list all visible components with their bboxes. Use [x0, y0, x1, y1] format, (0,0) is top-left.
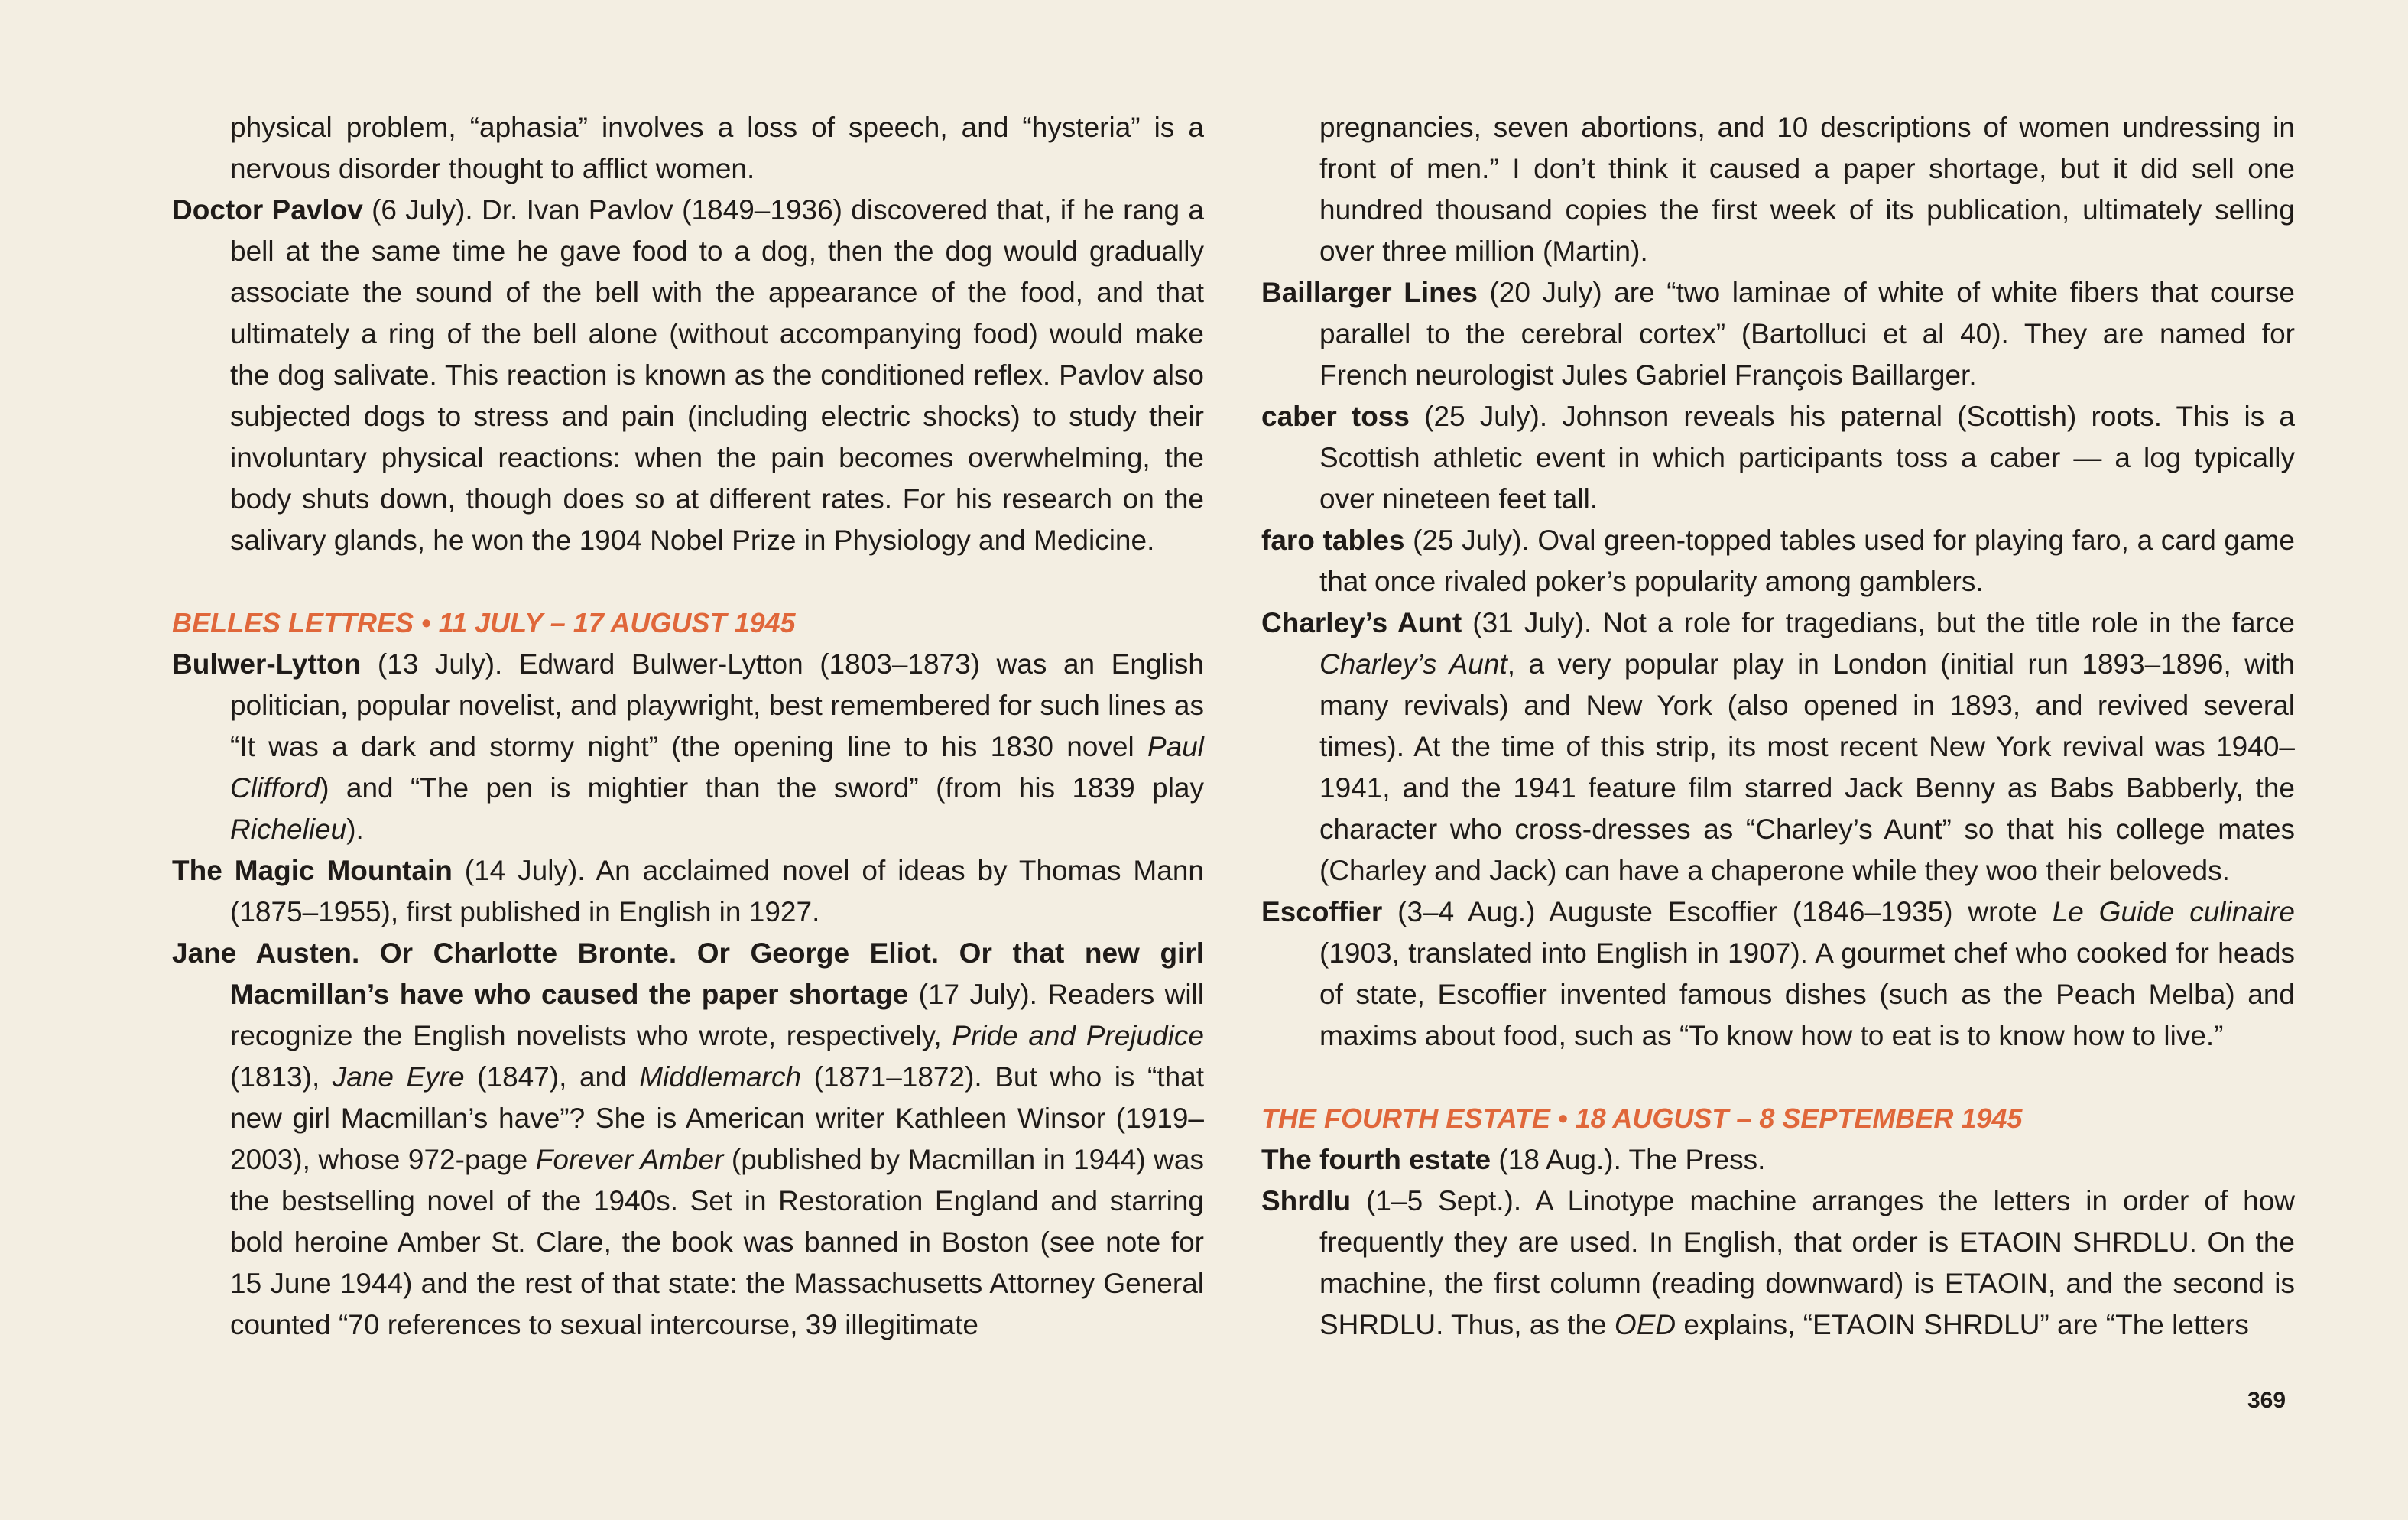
entry-term: Bulwer-Lytton	[172, 648, 362, 680]
right-column	[1261, 107, 2295, 1346]
section-heading-belles-lettres: BELLES LETTRES • 11 JULY – 17 AUGUST 1945	[172, 607, 796, 638]
entry-term: Charley’s Aunt	[1261, 607, 1462, 638]
entry-term: Shrdlu	[1261, 1185, 1352, 1216]
entry-term: Doctor Pavlov	[172, 194, 363, 226]
entry-jane-austen: Jane Austen. Or Charlotte Bronte. Or George Eliot. Or that new girl Macmillan’s have who caused the paper shortage (17 July). Readers will recognize the English novelists who wrote, respectively, Pride and Prejudice (1813), Jane Eyre (1847), and Middlemarch (1871–1872). But who is “that new girl Macmillan’s have”? She is American writer Kathleen Winsor (1919–2003), whose 972-page Forever Amber (published by Macmillan in 1944) was the bestselling novel of the 1940s. Set in Restoration England and starring bold heroine Amber St. Clare, the book was banned in Boston (see note for 15 June 1944) and the rest of that state: the Massachusetts Attorney General counted “70 references to sexual intercourse, 39 illegitimate	[172, 937, 1205, 1340]
page-number: 369	[2247, 1388, 2286, 1413]
entry-caber-toss: caber toss (25 July). Johnson reveals his paternal (Scottish) roots. This is a Scottish athletic event in which participants toss a caber — a log typically over nineteen feet tall.	[1261, 401, 2295, 515]
entry-term: The Magic Mountain	[172, 855, 453, 886]
entry-term: Jane Austen. Or Charlotte Bronte. Or George Eliot. Or that new girl Macmillan’s have who caused the paper shortage	[172, 937, 1204, 1010]
left-column	[172, 107, 1204, 1346]
entry-continuation-aphasia: physical problem, “aphasia” involves a loss of speech, and “hysteria” is a nervous disorder thought to afflict women.	[230, 112, 1204, 184]
entry-term: faro tables	[1261, 525, 1405, 556]
entry-term: caber toss	[1261, 401, 1410, 432]
entry-term: The fourth estate	[1261, 1144, 1491, 1175]
entry-bulwer-lytton: Bulwer-Lytton (13 July). Edward Bulwer-Lytton (1803–1873) was an English politician, popular novelist, and playwright, best remembered for such lines as “It was a dark and stormy night” (the opening line to his 1830 novel Paul Clifford) and “The pen is mightier than the sword” (from his 1839 play Richelieu).	[172, 648, 1204, 845]
entry-doctor-pavlov	[172, 190, 1204, 561]
entry-escoffier: Escoffier (3–4 Aug.) Auguste Escoffier (1846–1935) wrote Le Guide culinaire (1903, translated into English in 1907). A gourmet chef who cooked for heads of state, Escoffier invented famous dishes (such as the Peach Melba) and maxims about food, such as “To know how to eat is to know how to live.”	[1261, 896, 2296, 1051]
entry-magic-mountain: The Magic Mountain (14 July). An acclaimed novel of ideas by Thomas Mann (1875–1955), first published in English in 1927.	[172, 855, 1204, 927]
section-heading-fourth-estate: THE FOURTH ESTATE • 18 AUGUST – 8 SEPTEMBER 1945	[1261, 1103, 2023, 1134]
entry-continuation-pregnancies: pregnancies, seven abortions, and 10 descriptions of women undressing in front of men.” I don’t think it caused a paper shortage, but it did sell one hundred thousand copies the first week of its publication, ultimately selling over three million (Martin).	[1319, 112, 2295, 267]
entry-text: (6 July). Dr. Ivan Pavlov (1849–1936) discovered that, if he rang a bell at the same time he gave food to a dog, then the dog would gradually associate the sound of the bell with the appearance of the food, and that ultimately a ring of the bell alone (without accompanying food) would make the dog salivate. This reaction is known as the conditioned reflex. Pavlov also subjected dogs to stress and pain (including electric shocks) to study their involuntary physical reactions: when the pain becomes overwhelming, the body shuts down, though does so at different rates. For his research on the salivary glands, he won the 1904 Nobel Prize in Physiology and Medicine.	[230, 194, 1204, 556]
entry-charleys-aunt: Charley’s Aunt (31 July). Not a role for tragedians, but the title role in the farce Charley’s Aunt, a very popular play in London (initial run 1893–1896, with many revivals) and New York (also opened in 1893, and revived several times). At the time of this strip, its most recent New York revival was 1940–1941, and the 1941 feature film starred Jack Benny as Babs Babberly, the character who cross-dresses as “Charley’s Aunt” so that his college mates (Charley and Jack) can have a chaperone while they woo their beloveds.	[1261, 607, 2295, 886]
entry-shrdlu: Shrdlu (1–5 Sept.). A Linotype machine arranges the letters in order of how frequently they are used. In English, that order is ETAOIN SHRDLU. On the machine, the first column (reading downward) is ETAOIN, and the second is SHRDLU. Thus, as the OED explains, “ETAOIN SHRDLU” are “The letters	[1261, 1185, 2295, 1340]
entry-term: Escoffier	[1261, 896, 1383, 927]
entry-baillarger-lines: Baillarger Lines (20 July) are “two laminae of white of white fibers that course parallel to the cerebral cortex” (Bartolluci et al 40). They are named for French neurologist Jules Gabriel François Baillarger.	[1261, 277, 2295, 391]
entry-term: Baillarger Lines	[1261, 277, 1478, 308]
entry-fourth-estate: The fourth estate (18 Aug.). The Press.	[1261, 1144, 1766, 1175]
entry-faro-tables: faro tables (25 July). Oval green-topped tables used for playing faro, a card game that once rivaled poker’s popularity among gamblers.	[1261, 525, 2295, 597]
